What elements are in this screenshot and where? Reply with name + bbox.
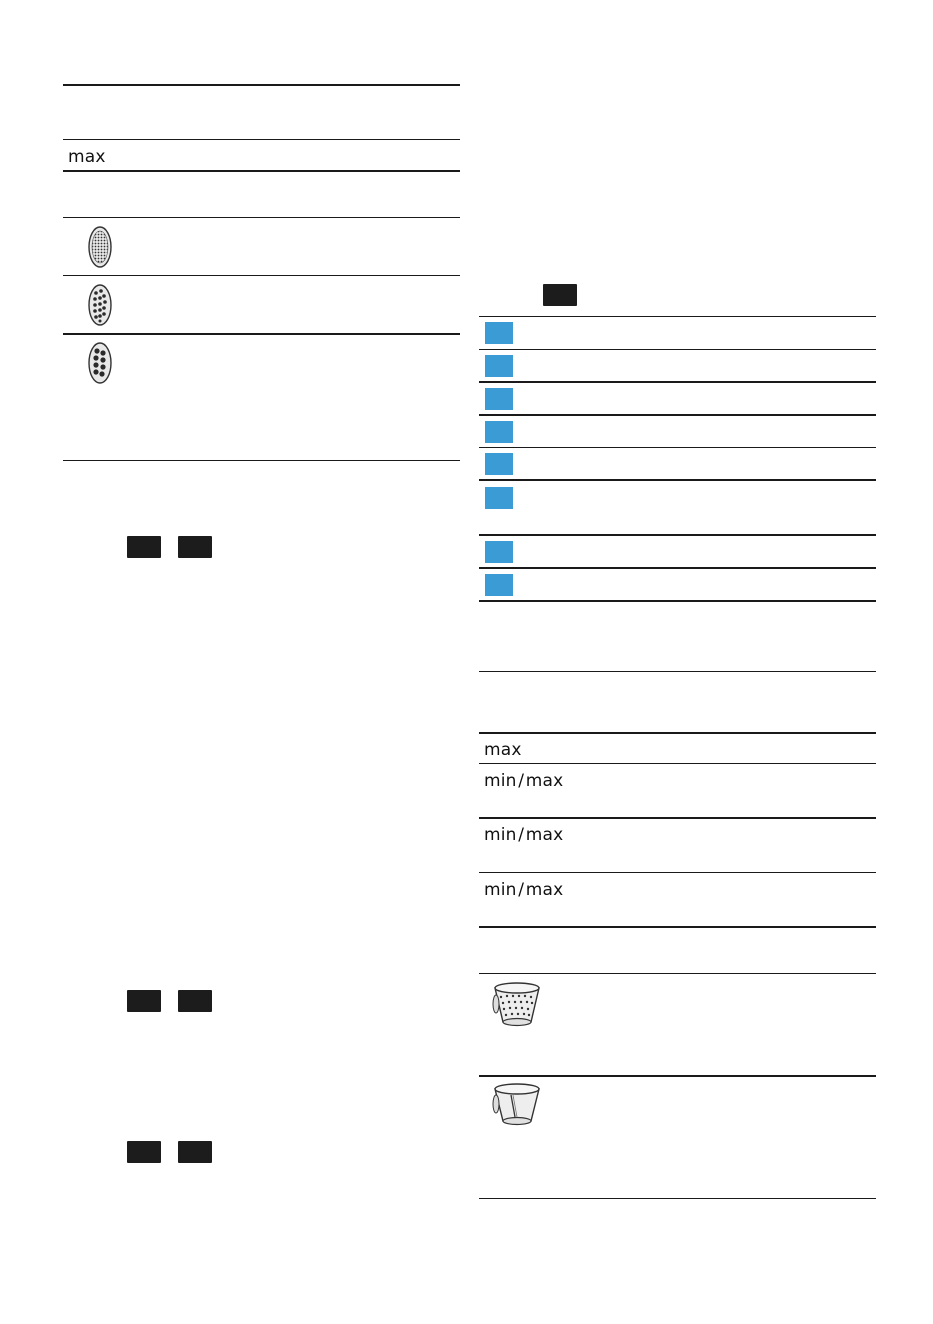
slicer-drum-icon	[487, 1081, 547, 1127]
key-block	[178, 536, 212, 558]
right-table-rule	[479, 817, 876, 819]
right-table-rule	[479, 872, 876, 873]
step-list-rule	[479, 316, 876, 317]
key-block	[127, 1141, 161, 1163]
left-max-label: max	[68, 147, 106, 167]
step-list-rule	[479, 447, 876, 448]
step-list-rule	[479, 349, 876, 350]
left-table-rule	[63, 170, 460, 172]
minmax-label: min / max	[484, 771, 564, 791]
key-block	[178, 1141, 212, 1163]
fine-perforated-disc-icon	[85, 224, 115, 270]
coarse-perforated-disc-icon	[85, 340, 115, 386]
step-list-rule	[479, 534, 876, 536]
key-block	[127, 990, 161, 1012]
left-table-rule	[63, 333, 460, 335]
medium-perforated-disc-icon	[85, 282, 115, 328]
step-marker	[485, 453, 513, 475]
minmax-label: min / max	[484, 825, 564, 845]
left-table-top-rule	[63, 84, 460, 86]
right-max-label: max	[484, 740, 522, 760]
key-block	[178, 990, 212, 1012]
right-table-rule	[479, 973, 876, 974]
right-table-rule	[479, 732, 876, 734]
left-table-rule	[63, 275, 460, 276]
step-marker	[485, 541, 513, 563]
key-block	[127, 536, 161, 558]
key-block	[543, 284, 577, 306]
step-list-rule	[479, 479, 876, 481]
right-table-bottom-rule	[479, 1198, 876, 1199]
left-table-bottom-rule	[63, 460, 460, 461]
minmax-label: min / max	[484, 880, 564, 900]
right-table-rule	[479, 926, 876, 928]
right-table-rule	[479, 671, 876, 672]
left-table-rule	[63, 217, 460, 218]
step-marker	[485, 574, 513, 596]
right-table-rule	[479, 763, 876, 764]
step-marker	[485, 355, 513, 377]
step-list-rule	[479, 600, 876, 602]
step-marker	[485, 388, 513, 410]
step-marker	[485, 421, 513, 443]
right-table-rule	[479, 1075, 876, 1077]
grater-drum-icon	[487, 980, 547, 1028]
step-list-rule	[479, 414, 876, 416]
step-list-rule	[479, 381, 876, 383]
step-list-rule	[479, 567, 876, 569]
step-marker	[485, 322, 513, 344]
left-table-rule	[63, 139, 460, 140]
step-marker	[485, 487, 513, 509]
